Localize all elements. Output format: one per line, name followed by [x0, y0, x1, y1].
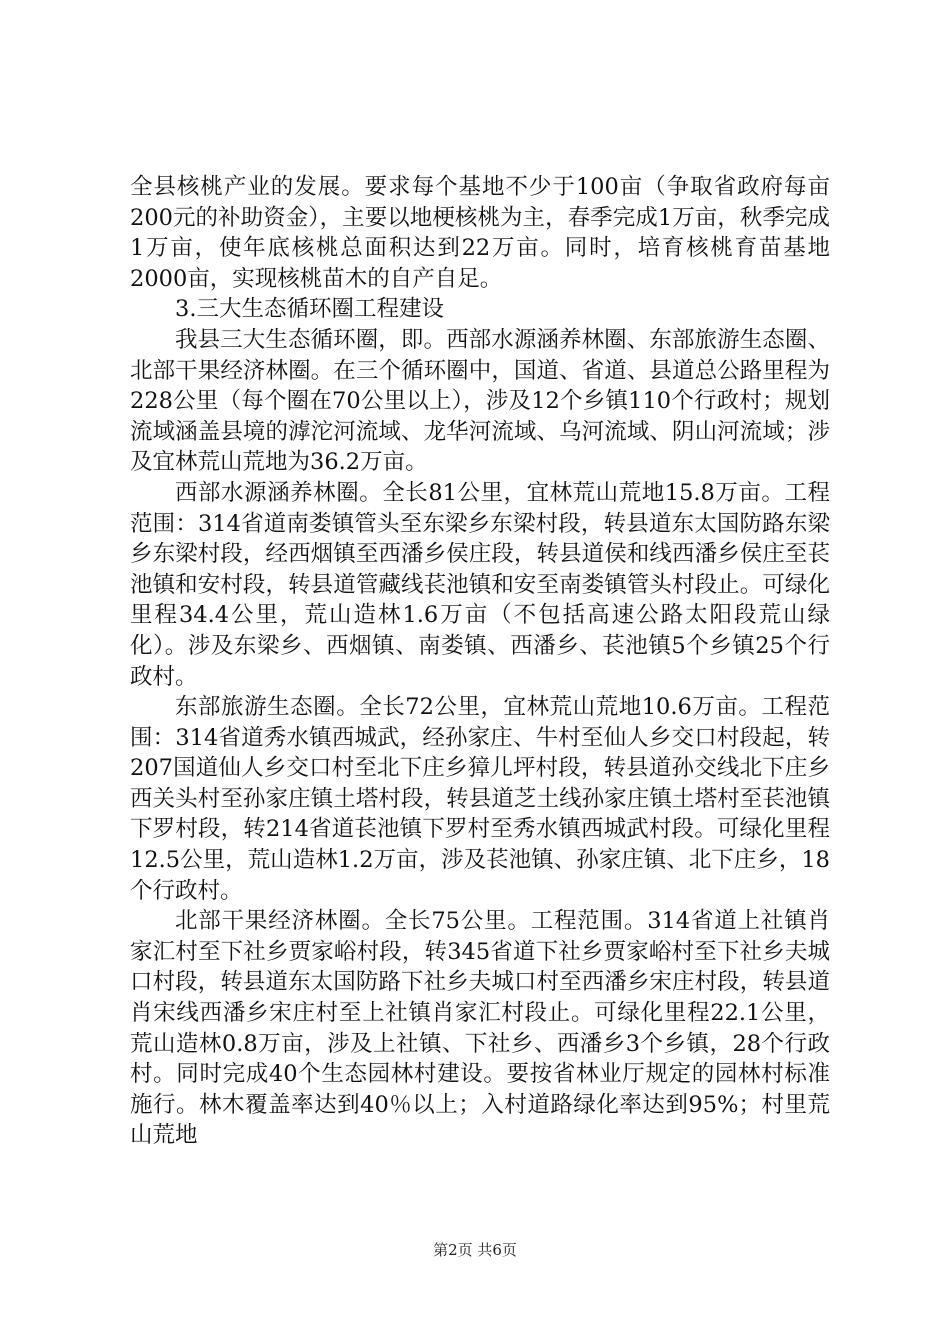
page-footer [0, 1240, 950, 1260]
paragraph-west-circle: 西部水源涵养林圈。全长81公里，宜林荒山荒地15.8万亩。工程范围：314省道南娄镇管头至东梁乡东梁村段，转县道东太国防路东梁乡东梁村段，经西烟镇至西潘乡侯庄段，转县道侯和线西潘乡侯庄至苌池镇和安村段，转县道管藏线苌池镇和安至南娄镇管头村段止。可绿化里程34.4公里，荒山造林1.6万亩（不包括高速公路太阳段荒山绿化）。涉及东梁乡、西烟镇、南娄镇、西潘乡、苌池镇5个乡镇25个行政村。 [130, 479, 830, 690]
section-heading-ecological-circles: 3.三大生态循环圈工程建设 [175, 296, 444, 323]
paragraph-walnut-base: 全县核桃产业的发展。要求每个基地不少于100亩（争取省政府每亩200元的补助资金），主要以地梗核桃为主，春季完成1万亩，秋季完成1万亩，使年底核桃总面积达到22万亩。同时，培育核桃育苗基地2000亩，实现核桃苗木的自产自足。 [130, 174, 830, 292]
document-body [130, 172, 830, 1151]
paragraph-circles-overview: 我县三大生态循环圈，即。西部水源涵养林圈、东部旅游生态圈、北部干果经济林圈。在三个循环圈中，国道、省道、县道总公路里程为228公里（每个圈在70公里以上），涉及12个乡镇110个行政村；规划流域涵盖县境的滹沱河流域、龙华河流域、乌河流域、阴山河流域；涉及宜林荒山荒地为36.2万亩。 [130, 326, 830, 476]
paragraph-east-circle: 东部旅游生态圈。全长72公里，宜林荒山荒地10.6万亩。工程范围：314省道秀水镇西城武，经孙家庄、牛村至仙人乡交口村段起，转207国道仙人乡交口村至北下庄乡獐儿坪村段，转县道孙交线北下庄乡西关头村至孙家庄镇土塔村段，转县道芝土线孙家庄镇土塔村至苌池镇下罗村段，转214省道苌池镇下罗村至秀水镇西城武村段。可绿化里程12.5公里，荒山造林1.2万亩，涉及苌池镇、孙家庄镇、北下庄乡，18个行政村。 [130, 694, 830, 904]
paragraph-north-circle: 北部干果经济林圈。全长75公里。工程范围。314省道上社镇肖家汇村至下社乡贾家峪村段，转345省道下社乡贾家峪村至下社乡夫城口村段，转县道东太国防路下社乡夫城口村至西潘乡宋庄村段，转县道肖宋线西潘乡宋庄村至上社镇肖家汇村段止。可绿化里程22.1公里，荒山造林0.8万亩，涉及上社镇、下社乡、西潘乡3个乡镇，28个行政村。同时完成40个生态园林村建设。要按省林业厅规定的园林村标准施行。林木覆盖率达到40％以上；入村道路绿化率达到95%；村里荒山荒地 [130, 908, 830, 1149]
page-number-label: 第2页 共6页 [433, 1241, 517, 1259]
